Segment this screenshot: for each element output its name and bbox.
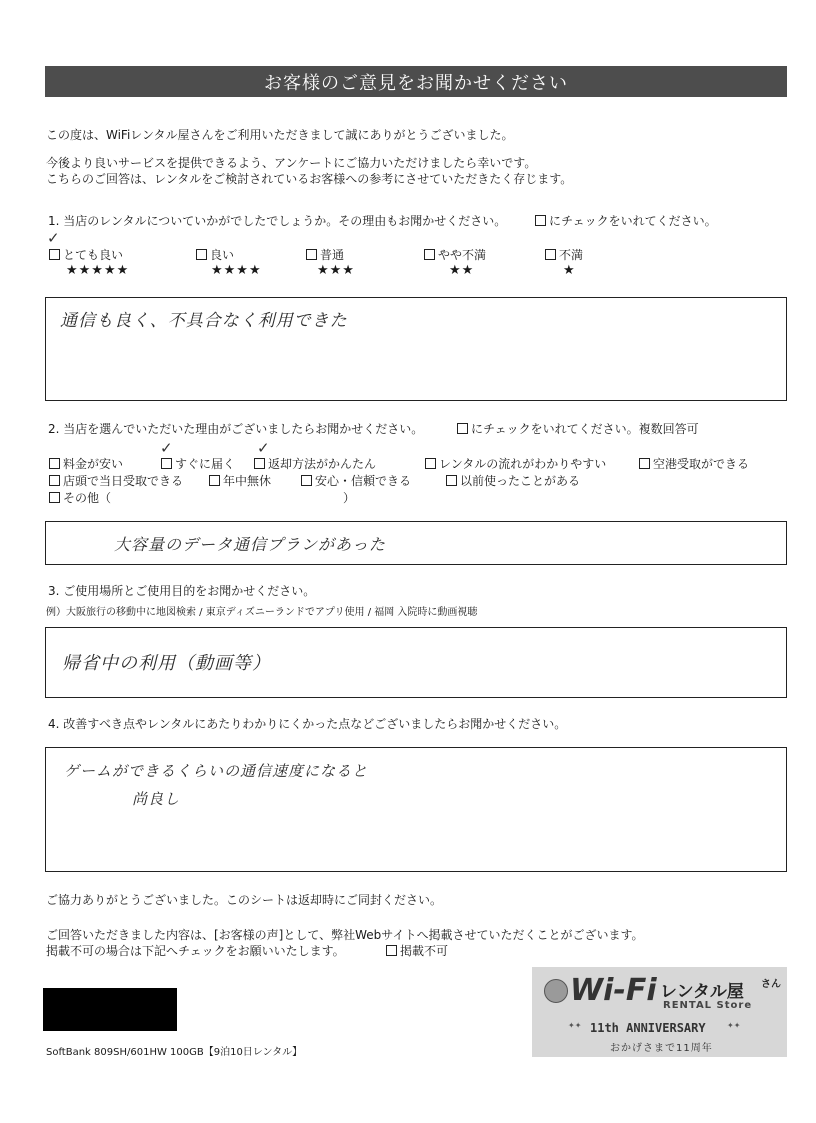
checkbox-icon[interactable] — [196, 249, 207, 260]
q2-question: 2. 当店を選んでいただいた理由がございましたらお聞かせください。 — [48, 422, 424, 436]
logo-rental-store: RENTAL Store — [663, 1000, 753, 1011]
checkbox-icon[interactable] — [424, 249, 435, 260]
logo-san: さん — [761, 979, 781, 990]
sparkle-icon: ✦✦ — [727, 1021, 741, 1030]
checkbox-icon — [457, 423, 468, 434]
star-rating-2: ★★ — [449, 263, 475, 278]
q3-answer-box[interactable] — [45, 627, 787, 698]
q2-option-easy-flow[interactable]: レンタルの流れがわかりやすい — [425, 457, 606, 472]
q2-answer-box[interactable] — [45, 521, 787, 565]
q1-option-unsatisfied[interactable]: 不満 — [545, 248, 583, 263]
checkbox-icon[interactable] — [386, 945, 397, 956]
mascot-icon — [544, 979, 568, 1003]
q4-question: 4. 改善すべき点やレンタルにあたりわかりにくかった点などございましたらお聞かせください。 — [48, 717, 567, 731]
no-publish-checkbox[interactable]: 掲載不可 — [386, 944, 448, 959]
q2-option-easy-return[interactable]: 返却方法がかんたん — [254, 457, 376, 472]
checkbox-icon[interactable] — [254, 458, 265, 469]
q2-option-price[interactable]: 料金が安い — [49, 457, 123, 472]
intro-line-2: 今後より良いサービスを提供できるよう、アンケートにご協力いただけましたら幸いです。 — [46, 156, 537, 170]
q2-option-other[interactable]: その他（ — [49, 491, 111, 506]
device-info: SoftBank 809SH/601HW 100GB【9泊10日レンタル】 — [46, 1047, 303, 1058]
q1-option-good[interactable]: 良い — [196, 248, 234, 263]
star-rating-1: ★ — [563, 263, 576, 278]
sparkle-icon: ✦✦ — [568, 1021, 582, 1030]
checkbox-icon — [535, 215, 546, 226]
star-rating-5: ★★★★★ — [66, 263, 130, 278]
q1-instruction: にチェックをいれてください。 — [535, 214, 717, 229]
q3-question: 3. ご使用場所とご使用目的をお聞かせください。 — [48, 584, 316, 598]
logo-rental-jp: レンタル屋 — [660, 982, 744, 1002]
checkbox-icon[interactable] — [161, 458, 172, 469]
star-rating-4: ★★★★ — [211, 263, 262, 278]
q1-option-very-good[interactable]: とても良い — [49, 248, 123, 263]
q1-answer-text: 通信も良く、不具合なく利用できた — [60, 311, 348, 331]
checkbox-icon[interactable] — [49, 475, 60, 486]
thanks-text: ご協力ありがとうございました。このシートは返却時にご同封ください。 — [46, 893, 443, 907]
checkbox-icon[interactable] — [639, 458, 650, 469]
publish-notice: ご回答いただきました内容は、[お客様の声]として、弊社Webサイトへ掲載させていただくことがございます。 — [46, 928, 644, 942]
q2-option-used-before[interactable]: 以前使ったことがある — [446, 474, 580, 489]
star-rating-3: ★★★ — [317, 263, 355, 278]
q2-other-close: ） — [343, 491, 356, 505]
q2-option-fast-delivery[interactable]: すぐに届く — [161, 457, 235, 472]
q3-answer-text: 帰省中の利用（動画等） — [62, 653, 271, 674]
checkbox-icon[interactable] — [306, 249, 317, 260]
checkbox-icon[interactable] — [301, 475, 312, 486]
q2-answer-text: 大容量のデータ通信プランがあった — [114, 535, 386, 554]
publish-optout-text: 掲載不可の場合は下記へチェックをお願いいたします。 — [46, 944, 345, 958]
logo-anniversary: 11th ANNIVERSARY — [590, 1021, 706, 1035]
q2-option-trust[interactable]: 安心・信頼できる — [301, 474, 411, 489]
q4-answer-line-1: ゲームができるくらいの通信速度になると — [64, 762, 369, 780]
q2-instruction: にチェックをいれてください。複数回答可 — [457, 422, 699, 437]
q2-option-airport-pickup[interactable]: 空港受取ができる — [639, 457, 749, 472]
intro-line-1: この度は、WiFiレンタル屋さんをご利用いただきまして誠にありがとうございました。 — [46, 128, 514, 142]
q1-answer-box[interactable] — [45, 297, 787, 401]
q2-option-store-pickup[interactable]: 店頭で当日受取できる — [49, 474, 183, 489]
brand-logo — [532, 967, 787, 1057]
q1-option-normal[interactable]: 普通 — [306, 248, 344, 263]
checkbox-icon[interactable] — [209, 475, 220, 486]
checkmark-icon: ✓ — [257, 439, 270, 457]
checkbox-icon[interactable] — [49, 492, 60, 503]
q2-option-open-all-year[interactable]: 年中無休 — [209, 474, 271, 489]
checkbox-icon[interactable] — [425, 458, 436, 469]
checkbox-icon[interactable] — [49, 458, 60, 469]
q4-answer-box[interactable] — [45, 747, 787, 872]
logo-wifi: Wi-Fi — [570, 973, 657, 1008]
q4-answer-line-2: 尚良し — [132, 790, 181, 808]
intro-line-3: こちらのご回答は、レンタルをご検討されているお客様への参考にさせていただきたく存じます。 — [46, 172, 573, 186]
checkbox-icon[interactable] — [49, 249, 60, 260]
checkmark-icon: ✓ — [160, 439, 173, 457]
q3-example: 例）大阪旅行の移動中に地図検索 / 東京ディズニーランドでアプリ使用 / 福岡 入院時に動画視聴 — [46, 607, 478, 618]
checkbox-icon[interactable] — [446, 475, 457, 486]
logo-anniversary-jp: おかげさまで11周年 — [610, 1043, 713, 1054]
q1-option-slightly-unsatisfied[interactable]: やや不満 — [424, 248, 486, 263]
checkmark-icon: ✓ — [47, 229, 60, 247]
checkbox-icon[interactable] — [545, 249, 556, 260]
q1-question: 1. 当店のレンタルについていかがでしたでしょうか。その理由もお聞かせください。 — [48, 214, 507, 228]
page-title: お客様のご意見をお聞かせください — [45, 66, 787, 97]
redacted-block — [43, 988, 177, 1031]
